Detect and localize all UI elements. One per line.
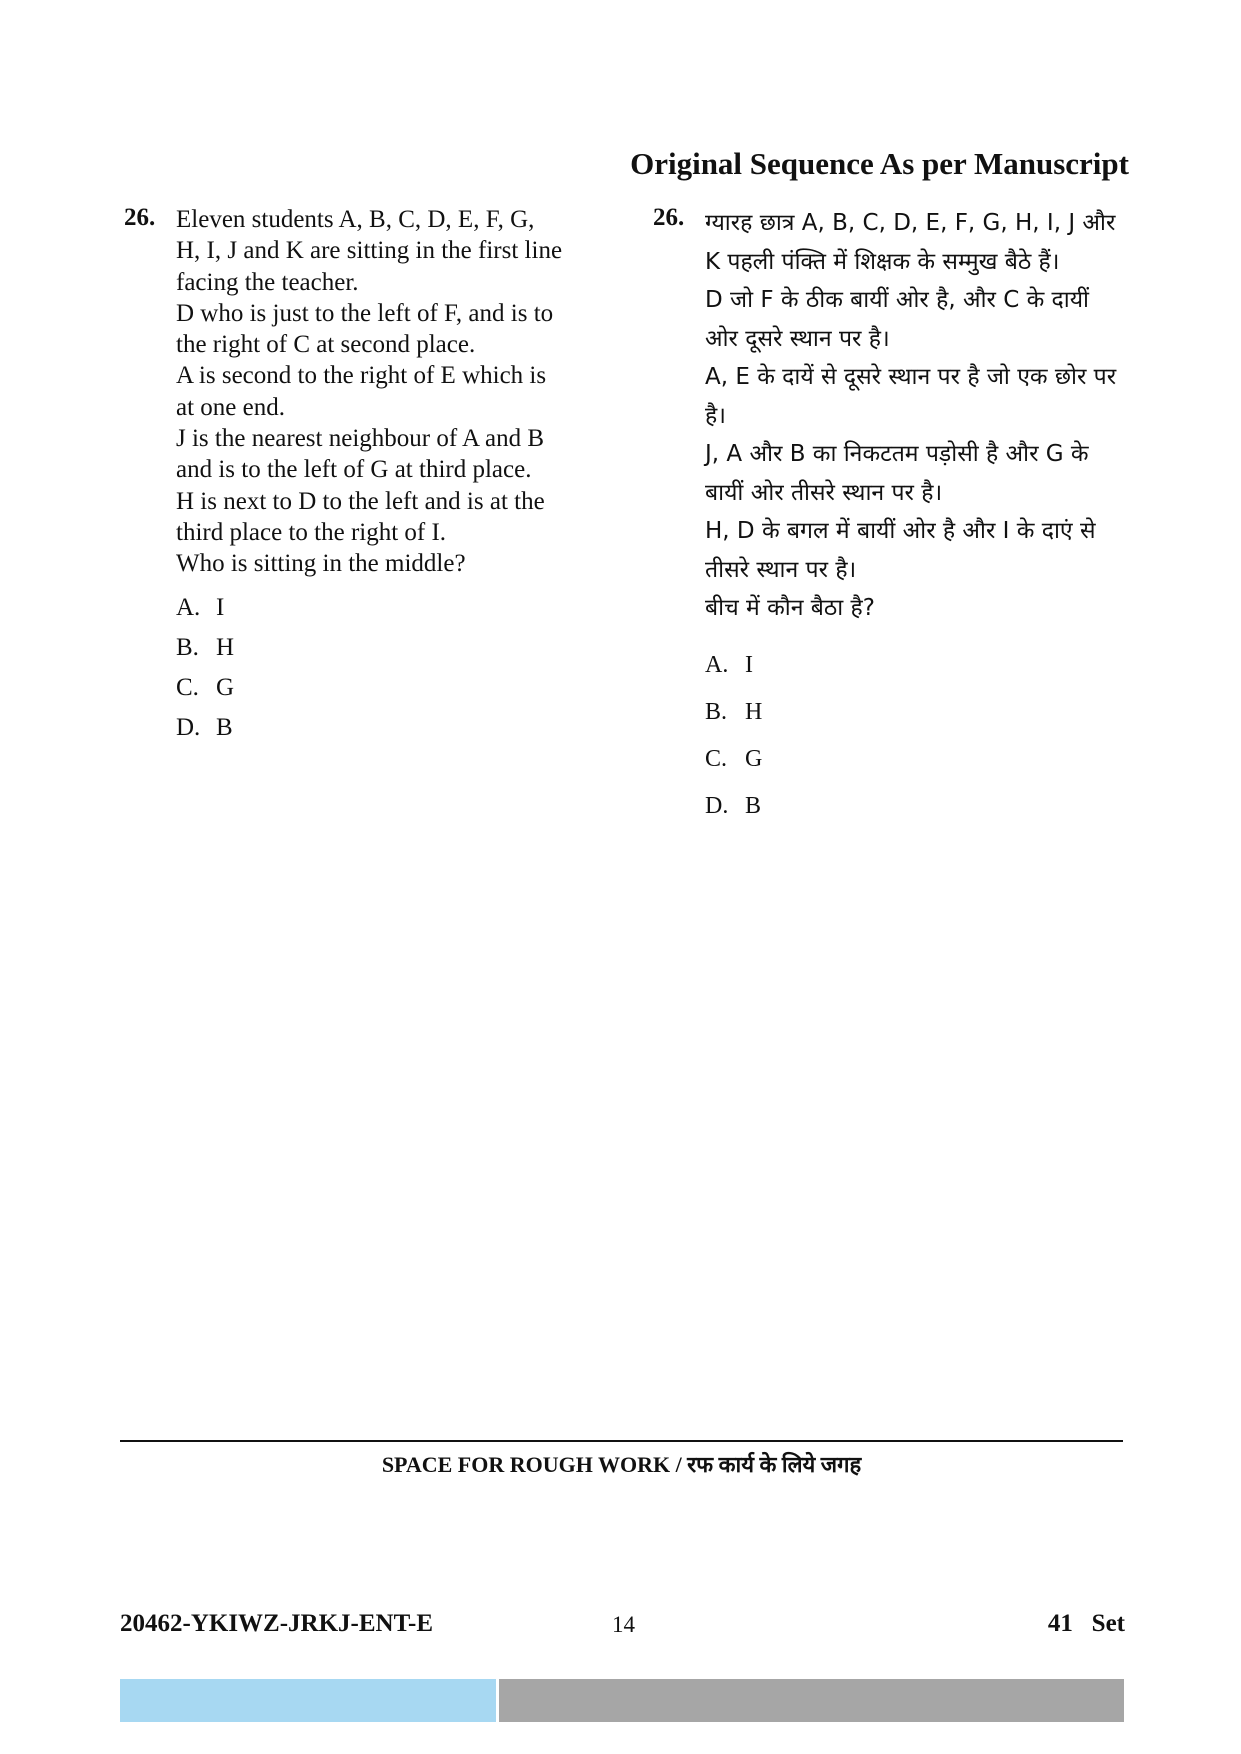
option-label: B. bbox=[176, 633, 199, 661]
option-label: B. bbox=[705, 698, 728, 725]
set-label: 41 Set bbox=[1047, 1610, 1125, 1637]
question-line: है। bbox=[705, 402, 726, 429]
option-label: C. bbox=[176, 673, 199, 701]
question-english bbox=[124, 204, 614, 748]
answer-options bbox=[176, 588, 614, 748]
question-text bbox=[705, 204, 1133, 830]
question-line: J is the nearest neighbour of A and B bbox=[176, 425, 544, 453]
question-line: ओर दूसरे स्थान पर है। bbox=[705, 325, 890, 352]
question-line: Eleven students A, B, C, D, E, F, G, bbox=[176, 206, 535, 233]
question-line: J, A और B का निकटतम पड़ोसी है और G के bbox=[705, 441, 1089, 467]
question-line: at one end. bbox=[176, 393, 285, 421]
option-c bbox=[176, 668, 614, 708]
question-hindi bbox=[653, 204, 1133, 830]
option-d bbox=[705, 783, 1133, 830]
question-line: A, E के दायें से दूसरे स्थान पर है जो एक छोर पर bbox=[705, 364, 1117, 390]
option-text: H bbox=[745, 698, 763, 725]
option-text: G bbox=[216, 673, 235, 701]
question-line: D जो F के ठीक बायीं ओर है, और C के दायीं bbox=[705, 287, 1090, 313]
option-text: I bbox=[745, 651, 753, 678]
question-line: H, I, J and K are sitting in the first line bbox=[176, 237, 563, 265]
question-line: the right of C at second place. bbox=[176, 331, 476, 359]
option-text: I bbox=[216, 593, 225, 621]
option-label: A. bbox=[705, 651, 729, 678]
option-label: D. bbox=[705, 792, 729, 819]
footer-bar-grey bbox=[499, 1679, 1124, 1722]
page-title: Original Sequence As per Manuscript bbox=[630, 146, 1129, 181]
question-line: बायीं ओर तीसरे स्थान पर है। bbox=[705, 479, 943, 506]
option-a bbox=[705, 642, 1133, 689]
option-a bbox=[176, 588, 614, 628]
option-text: B bbox=[216, 713, 233, 741]
question-text bbox=[176, 204, 614, 748]
option-label: C. bbox=[705, 745, 728, 772]
option-d bbox=[176, 708, 614, 748]
question-line: तीसरे स्थान पर है। bbox=[705, 556, 857, 583]
option-text: G bbox=[745, 745, 763, 772]
question-line: Who is sitting in the middle? bbox=[176, 550, 466, 578]
footer-bar-blue bbox=[120, 1679, 496, 1722]
option-label: D. bbox=[176, 713, 201, 741]
question-number: 26. bbox=[653, 204, 685, 231]
question-line: D who is just to the left of F, and is to bbox=[176, 299, 554, 327]
question-line: बीच में कौन बैठा है? bbox=[705, 595, 875, 621]
page-number: 14 bbox=[612, 1612, 635, 1637]
question-line: facing the teacher. bbox=[176, 268, 359, 296]
rough-work-divider bbox=[120, 1440, 1123, 1442]
question-number: 26. bbox=[124, 204, 156, 231]
paper-code: 20462-YKIWZ-JRKJ-ENT-E bbox=[120, 1610, 433, 1637]
option-b bbox=[705, 689, 1133, 736]
option-b bbox=[176, 628, 614, 668]
question-line: ग्यारह छात्र A, B, C, D, E, F, G, H, I, J और bbox=[705, 210, 1116, 236]
question-line: H is next to D to the left and is at the bbox=[176, 487, 545, 515]
option-c bbox=[705, 736, 1133, 783]
rough-work-label: SPACE FOR ROUGH WORK / रफ कार्य के लिये जगह bbox=[381, 1452, 862, 1477]
option-label: A. bbox=[176, 593, 201, 621]
question-line: third place to the right of I. bbox=[176, 518, 447, 546]
question-line: H, D के बगल में बायीं ओर है और I के दाएं से bbox=[705, 518, 1096, 544]
question-line: A is second to the right of E which is bbox=[176, 362, 547, 390]
question-line: K पहली पंक्ति में शिक्षक के सम्मुख बैठे हैं। bbox=[705, 248, 1060, 275]
answer-options bbox=[705, 642, 1133, 830]
question-line: and is to the left of G at third place. bbox=[176, 456, 532, 484]
option-text: B bbox=[745, 792, 762, 819]
option-text: H bbox=[216, 633, 235, 661]
